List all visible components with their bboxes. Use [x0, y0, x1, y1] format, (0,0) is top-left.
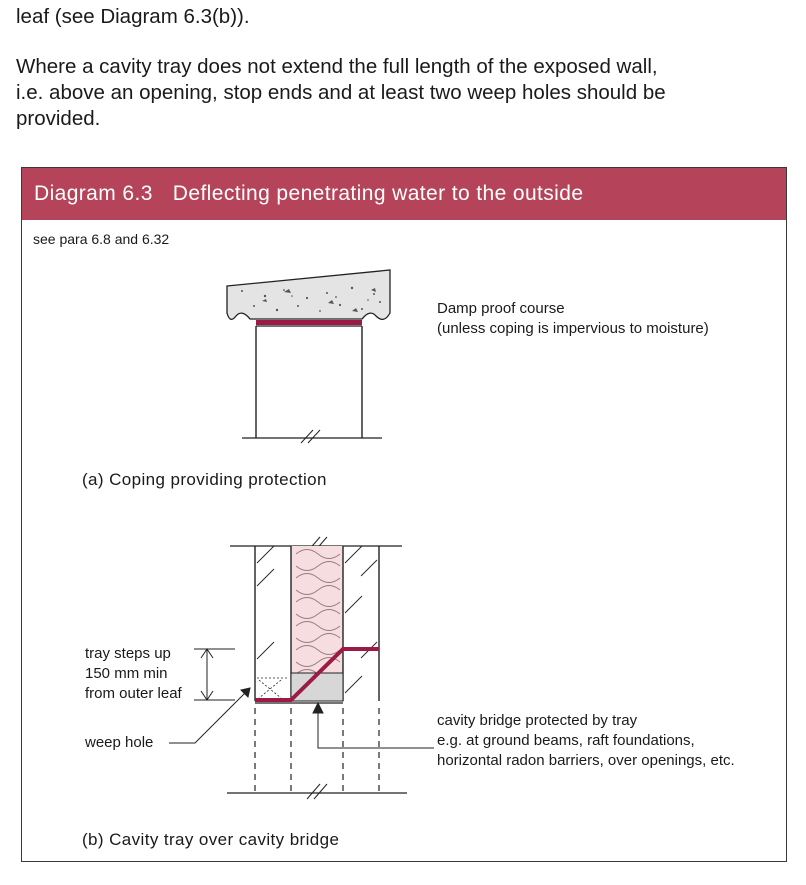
intro-line-2: Where a cavity tray does not extend the full length of the exposed wall, — [16, 55, 658, 78]
cavity-bridge-line-3: horizontal radon barriers, over openings, etc. — [437, 752, 735, 769]
cavity-bridge-label — [437, 711, 735, 771]
dpc-label-line-1: Damp proof course — [437, 300, 565, 317]
foundation-dashes — [255, 708, 379, 793]
tray-step-line-3: from outer leaf — [85, 685, 182, 702]
coping-stone — [227, 270, 390, 319]
diagram-reference: see para 6.8 and 6.32 — [33, 231, 170, 247]
diagram-number: Diagram 6.3 — [34, 182, 153, 205]
caption-b: (b) Cavity tray over cavity bridge — [82, 830, 340, 849]
dpc-label-line-2: (unless coping is impervious to moisture) — [437, 320, 709, 337]
intro-line-1: leaf (see Diagram 6.3(b)). — [16, 5, 250, 28]
coping-detail — [227, 270, 390, 443]
dpc-label — [437, 299, 709, 339]
cavity-tray-detail — [169, 537, 434, 799]
tray-step-label — [85, 644, 182, 704]
intro-line-4: provided. — [16, 107, 101, 130]
tray-step-line-1: tray steps up — [85, 645, 171, 662]
weep-hole-label: weep hole — [85, 734, 154, 751]
cavity-bridge-line-2: e.g. at ground beams, raft foundations, — [437, 732, 695, 749]
diagram-frame — [21, 167, 787, 862]
tray-step-line-2: 150 mm min — [85, 665, 168, 682]
diagram-title: Deflecting penetrating water to the outside — [172, 182, 584, 205]
stop-end — [257, 678, 289, 698]
intro-line-3: i.e. above an opening, stop ends and at least two weep holes should be — [16, 81, 666, 104]
caption-a: (a) Coping providing protection — [82, 470, 327, 489]
cavity-bridge-line-1: cavity bridge protected by tray — [437, 712, 638, 729]
damp-proof-course — [256, 320, 362, 325]
cavity-bridge-leader — [313, 703, 434, 748]
intro-paragraph — [16, 54, 776, 132]
tray-step-dimension — [194, 649, 235, 700]
